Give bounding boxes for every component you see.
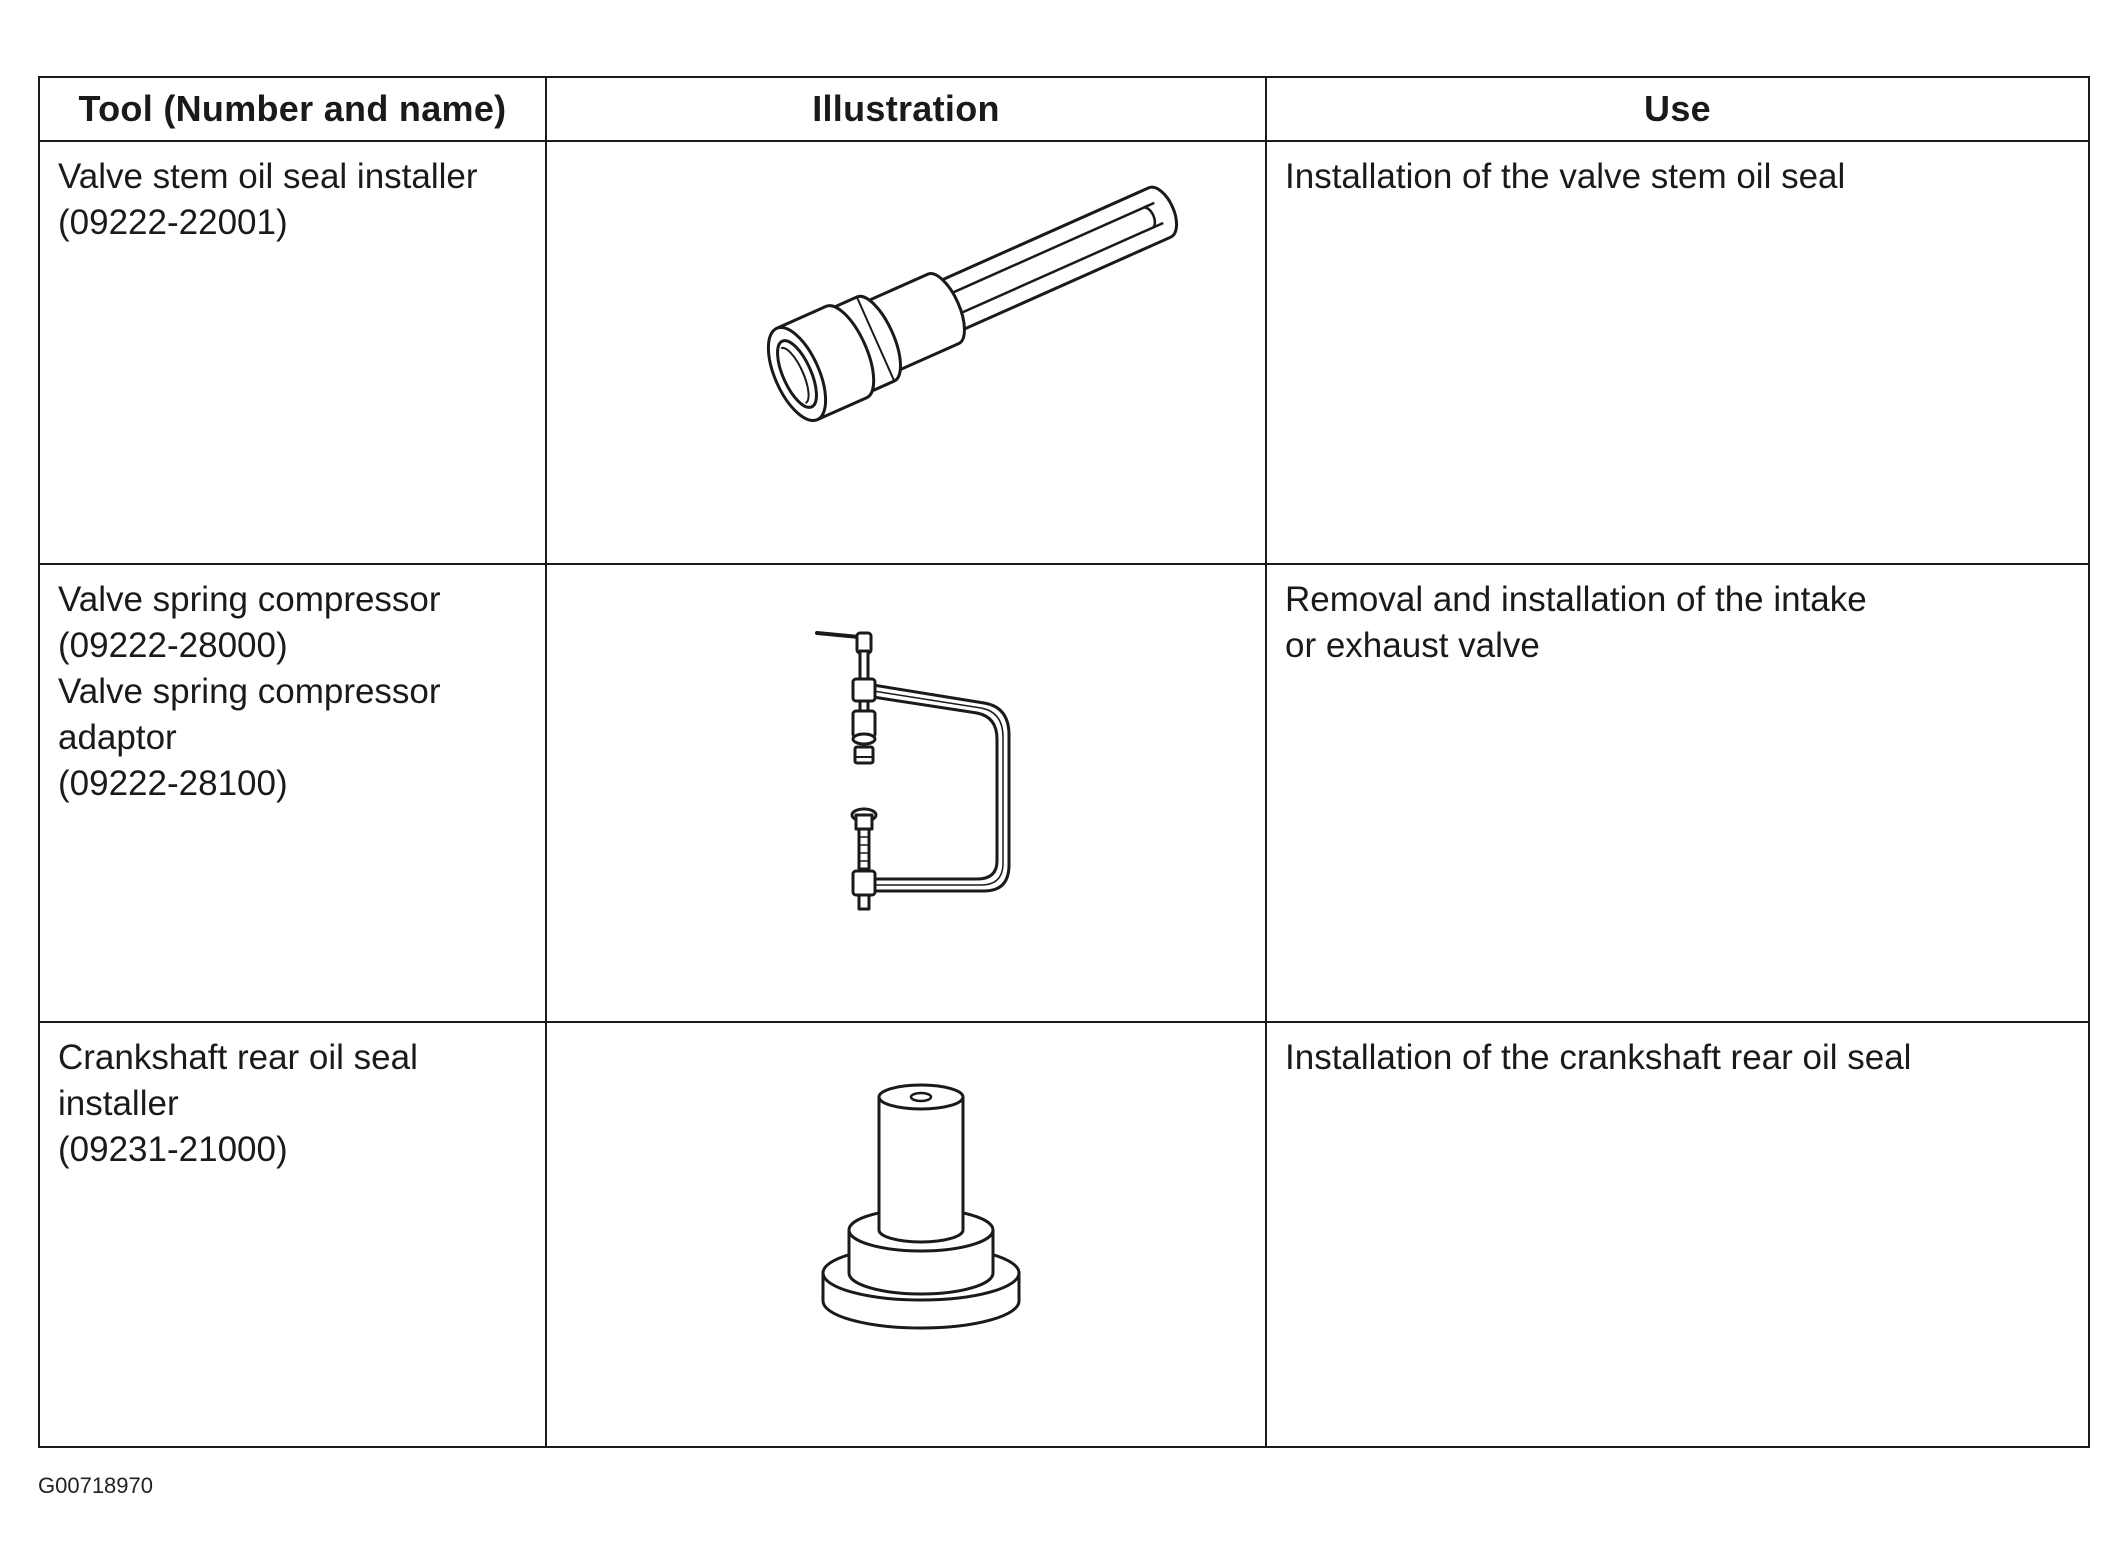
header-illustration: Illustration — [546, 77, 1266, 141]
tool-name: installer — [58, 1084, 179, 1124]
tool-number: (09222-22001) — [58, 203, 288, 242]
header-tool: Tool (Number and name) — [39, 77, 546, 141]
table-row — [39, 1022, 2089, 1447]
tool-name: adaptor — [58, 717, 177, 757]
table-row — [39, 564, 2089, 1023]
tool-cell — [39, 564, 546, 1023]
tool-name: Crankshaft rear oil seal — [58, 1038, 418, 1078]
use-cell — [1266, 564, 2089, 1023]
valve-stem-oil-seal-installer-drawing — [547, 142, 1265, 560]
use-description: Installation of the valve stem oil seal — [1285, 157, 1846, 196]
table-header-row — [39, 77, 2089, 141]
tool-name: Valve stem oil seal installer — [58, 157, 478, 196]
tool-number: (09222-28100) — [58, 763, 288, 803]
valve-spring-compressor-drawing — [547, 565, 1265, 1019]
crankshaft-rear-oil-seal-installer-drawing — [547, 1023, 1265, 1443]
use-description: Installation of the crankshaft rear oil seal — [1285, 1038, 1912, 1078]
tool-number: (09231-21000) — [58, 1130, 288, 1170]
illustration-cell — [546, 141, 1266, 564]
use-cell — [1266, 141, 2089, 564]
illustration-cell — [546, 1022, 1266, 1447]
use-description: Removal and installation of the intake — [1285, 579, 1867, 619]
tool-name: Valve spring compressor — [58, 579, 441, 619]
special-tools-table-container — [38, 76, 2088, 1448]
special-tools-table — [38, 76, 2090, 1448]
table-row — [39, 141, 2089, 564]
tool-cell — [39, 141, 546, 564]
figure-id: G00718970 — [38, 1473, 153, 1498]
tool-cell — [39, 1022, 546, 1447]
tool-name: Valve spring compressor — [58, 671, 441, 711]
use-description: or exhaust valve — [1285, 625, 1540, 665]
illustration-cell — [546, 564, 1266, 1023]
use-cell — [1266, 1022, 2089, 1447]
header-use: Use — [1266, 77, 2089, 141]
tool-number: (09222-28000) — [58, 625, 288, 665]
